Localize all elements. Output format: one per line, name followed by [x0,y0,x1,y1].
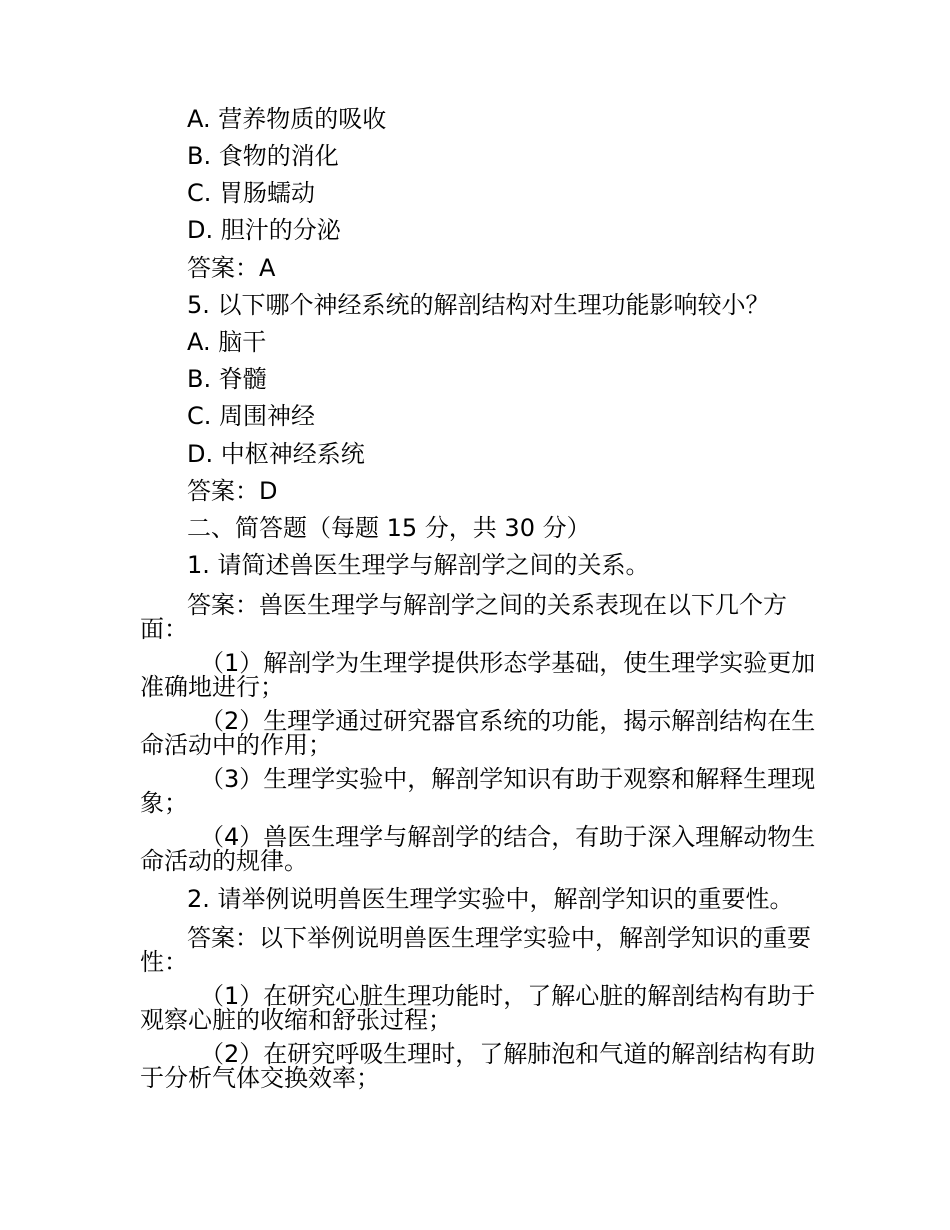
sq1-point-2: （2）生理学通过研究器官系统的功能，揭示解剖结构在生命活动中的作用； [140,707,816,759]
q4-option-d: D. 胆汁的分泌 [187,216,341,244]
q5-question: 5. 以下哪个神经系统的解剖结构对生理功能影响较小？ [187,291,770,319]
q4-option-c: C. 胃肠蠕动 [187,179,316,207]
q4-option-a: A. 营养物质的吸收 [187,105,387,133]
short-question-2: 2. 请举例说明兽医生理学实验中，解剖学知识的重要性。 [187,885,794,913]
sq2-point-1: （1）在研究心脏生理功能时，了解心脏的解剖结构有助于观察心脏的收缩和舒张过程； [140,982,816,1034]
sq1-answer-intro: 答案：兽医生理学与解剖学之间的关系表现在以下几个方面： [140,591,787,643]
short-question-1: 1. 请简述兽医生理学与解剖学之间的关系。 [187,551,650,579]
q5-answer: 答案：D [187,477,278,505]
sq2-point-2: （2）在研究呼吸生理时，了解肺泡和气道的解剖结构有助于分析气体交换效率； [140,1040,816,1092]
sq1-point-3: （3）生理学实验中，解剖学知识有助于观察和解释生理现象； [140,765,816,817]
sq2-answer-intro: 答案：以下举例说明兽医生理学实验中，解剖学知识的重要性： [140,924,811,976]
q4-option-b: B. 食物的消化 [187,142,339,170]
sq1-point-4: （4）兽医生理学与解剖学的结合，有助于深入理解动物生命活动的规律。 [140,823,816,875]
section-heading: 二、简答题（每题 15 分，共 30 分） [187,514,591,542]
q4-answer: 答案：A [187,254,276,282]
q5-option-d: D. 中枢神经系统 [187,440,365,468]
q5-option-b: B. 脊髓 [187,365,267,393]
sq1-point-1: （1）解剖学为生理学提供形态学基础，使生理学实验更加准确地进行； [140,649,816,701]
q5-option-a: A. 脑干 [187,328,267,356]
q5-option-c: C. 周围神经 [187,402,316,430]
